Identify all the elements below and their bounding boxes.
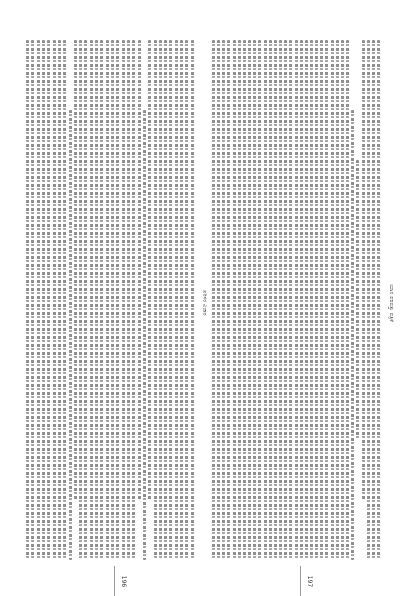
text-line [315, 40, 318, 560]
text-line [191, 40, 194, 560]
text-line [222, 40, 225, 560]
text-line [300, 40, 303, 560]
text-line [325, 40, 328, 560]
text-line [74, 40, 77, 500]
page-number-rule [300, 566, 301, 596]
left-page-number [118, 568, 130, 594]
text-line [127, 40, 130, 560]
text-line [84, 40, 87, 560]
text-line [217, 40, 220, 560]
text-line [289, 40, 292, 560]
right-page-number [304, 568, 316, 594]
right-page [212, 34, 398, 587]
left-page-number-text: 196 [120, 575, 128, 587]
right-running-header [384, 34, 398, 572]
left-page [26, 34, 212, 587]
text-line [175, 40, 178, 560]
text-line [31, 40, 34, 560]
left-running-header [198, 34, 212, 572]
text-line [100, 40, 103, 560]
text-line [122, 40, 125, 560]
text-line [310, 40, 313, 560]
text-line [42, 40, 45, 560]
right-page-body-text [212, 40, 380, 560]
text-line [284, 40, 287, 560]
text-line [367, 40, 370, 560]
text-line [138, 40, 141, 500]
text-line [111, 40, 114, 560]
text-line [341, 40, 344, 560]
text-line [164, 40, 167, 560]
text-line [269, 40, 272, 560]
text-line [47, 40, 50, 560]
text-line [95, 40, 98, 560]
left-page-body-text [26, 40, 194, 560]
right-page-number-text: 197 [306, 575, 314, 587]
text-line [79, 40, 82, 560]
text-line [37, 40, 40, 560]
text-line [212, 40, 215, 560]
text-line [346, 40, 349, 560]
text-line [154, 40, 157, 560]
text-line [233, 40, 236, 560]
text-line [274, 40, 277, 560]
text-line [148, 40, 151, 500]
text-line [372, 40, 375, 560]
text-line [169, 40, 172, 560]
text-line [279, 40, 282, 560]
text-line [248, 40, 251, 560]
text-line [336, 40, 339, 560]
text-line [180, 40, 183, 560]
text-line [264, 40, 267, 560]
text-line [58, 40, 61, 560]
text-line [377, 40, 380, 560]
text-line [26, 40, 29, 560]
text-line [295, 40, 298, 560]
text-line [305, 40, 308, 560]
text-line [63, 40, 66, 560]
page-number-rule [114, 566, 115, 596]
text-line [362, 40, 365, 500]
text-line [90, 40, 93, 560]
text-line [69, 110, 72, 560]
text-line [320, 40, 323, 560]
text-line [243, 40, 246, 560]
text-line [238, 40, 241, 560]
right-running-header-text: ಯಾನ ಪರಿಷತ್ತು ಪತ್ರಿಕೆ [388, 284, 394, 322]
text-line [227, 40, 230, 560]
left-running-header-text: ಪರಿಸರ ವಿಚಾರ [202, 290, 209, 316]
text-line [185, 40, 188, 560]
text-line [143, 110, 146, 560]
text-line [159, 40, 162, 560]
text-line [351, 110, 354, 560]
text-line [132, 40, 135, 560]
section-heading-line [356, 160, 359, 440]
text-line [106, 40, 109, 560]
text-line [53, 40, 56, 560]
text-line [116, 40, 119, 560]
text-line [253, 40, 256, 560]
text-line [258, 40, 261, 560]
text-line [331, 40, 334, 560]
